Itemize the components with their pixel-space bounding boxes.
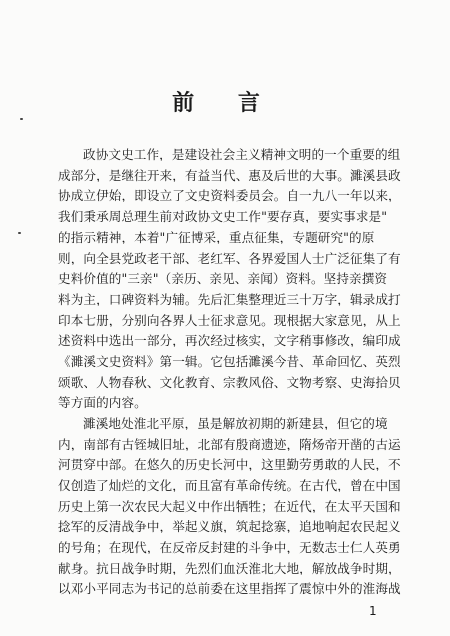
text-line: 则，向全县党政老干部、老红军、各界爱国人士广泛征集了有 xyxy=(58,252,401,265)
text-line: 内，南部有古铚城旧址，北部有殷商遗迹，隋炀帝开凿的古运 xyxy=(58,438,401,451)
text-line: 史料价值的"三亲"（亲历、亲见、亲闻）资料。坚持亲撰资 xyxy=(58,272,388,285)
page-title: 前 言 xyxy=(172,91,278,116)
text-line: 我们秉承周总理生前对政协文史工作"要存真，要实事求是" xyxy=(58,210,388,223)
text-line: 协成立伊始，即设立了文史资料委员会。自一九八一年以来， xyxy=(58,189,401,202)
page-number: 1 xyxy=(369,604,377,618)
text-line: 政协文史工作，是建设社会主义精神文明的一个重要的组 xyxy=(83,148,401,161)
text-line: 仅创造了灿烂的文化，而且富有革命传统。在古代，曾在中国 xyxy=(58,479,401,492)
text-line: 献身。抗日战争时期，先烈们血沃淮北大地，解放战争时期， xyxy=(58,562,401,575)
text-line: 捻军的反清战争中，举起义旗，筑起捻寨，追地响起农民起义 xyxy=(58,520,401,533)
text-line: 颂歌、人物春秋、文化教育、宗教风俗、文物考察、史海拾贝 xyxy=(58,376,401,389)
text-line: 河贯穿中部。在悠久的历史长河中，这里勤劳勇敢的人民，不 xyxy=(58,458,401,471)
text-line: 料为主，口碑资料为辅。先后汇集整理近三十万字，辑录成打 xyxy=(58,293,401,306)
text-line: 等方面的内容。 xyxy=(58,396,147,409)
scan-speck xyxy=(20,118,23,120)
text-line: 述资料中选出一部分，再次经过核实，文字稍事修改，编印成 xyxy=(58,334,401,347)
text-line: 濉溪地处淮北平原，虽是解放初期的新建县，但它的境 xyxy=(83,417,388,430)
text-line: 的号角；在现代，在反帝反封建的斗争中，无数志士仁人英勇 xyxy=(58,541,401,554)
scan-speck xyxy=(18,232,21,234)
text-line: 历史上第一次农民大起义中作出牺牲；在近代，在太平天国和 xyxy=(58,500,401,513)
text-line: 成部分，是继往开来，有益当代、惠及后世的大事。濉溪县政 xyxy=(58,169,401,182)
text-line: 《濉溪文史资料》第一辑。它包括濉溪今昔、革命回忆、英烈 xyxy=(58,355,401,368)
text-line: 的指示精神，本着"广征博采，重点征集，专题研究"的原 xyxy=(58,231,375,244)
text-line: 以邓小平同志为书记的总前委在这里指挥了震惊中外的淮海战 xyxy=(58,582,401,595)
text-line: 印本七册，分别向各界人士征求意见。现根据大家意见，从上 xyxy=(58,314,401,327)
